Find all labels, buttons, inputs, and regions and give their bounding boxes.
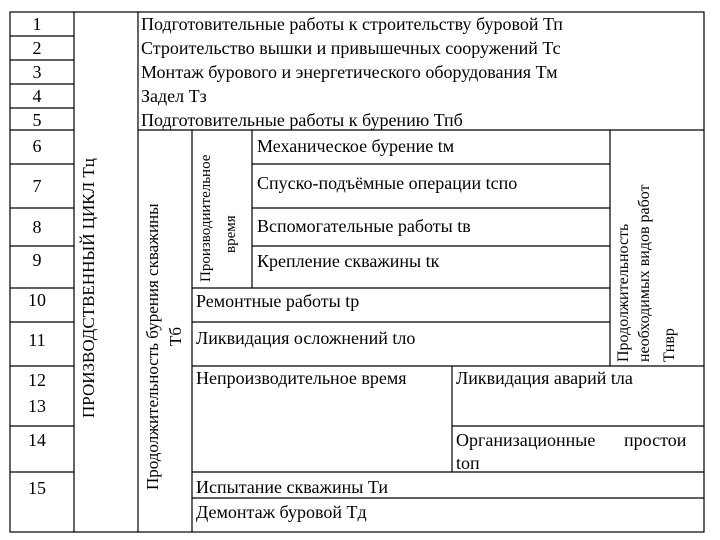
row-10-text: Ремонтные работы tр (196, 291, 360, 311)
production-cycle-label: ПРОИЗВОДСТВЕННЫЙ ЦИКЛ Тц (79, 158, 98, 418)
row-3-text: Монтаж бурового и энергетического оборудования Тм (141, 62, 558, 82)
row-14-text-c: tоп (456, 453, 480, 473)
row-number-13: 13 (28, 396, 46, 416)
productive-time-label: Производиительное (198, 154, 214, 282)
row-8-text: Вспомогательные работы tв (257, 216, 471, 236)
row-4-text: Задел Тз (141, 86, 207, 106)
row-15-text-a: Испытание скважины Ти (196, 477, 389, 497)
row-number-9: 9 (32, 250, 42, 270)
row-7-text: Спуско-подъёмные операции tспо (257, 173, 518, 193)
row-number-14: 14 (28, 430, 46, 450)
row-9-text: Крепление скважины tк (257, 251, 440, 271)
row-number-10: 10 (28, 290, 46, 310)
row-15-text-b: Демонтаж буровой Тд (196, 502, 367, 522)
row-1-text: Подготовительные работы к строительству буровой Тп (141, 14, 563, 34)
productive-time-label-2: время (223, 215, 239, 253)
row-number-2: 2 (32, 38, 42, 58)
row-number-1: 1 (32, 14, 42, 34)
row-number-3: 3 (32, 62, 42, 82)
row-number-15: 15 (28, 478, 46, 498)
row-number-11: 11 (28, 330, 46, 350)
row-number-5: 5 (32, 110, 42, 130)
row-14-text-b: простои (624, 430, 687, 450)
necessary-works-label: Продолжительность (615, 223, 632, 362)
row-14-text-a: Организационные (456, 430, 596, 450)
row-number-12: 12 (28, 370, 46, 390)
drilling-duration-label: Продолжительность бурения скважины (143, 203, 162, 490)
row-5-text: Подготовительные работы к бурению Тпб (141, 110, 463, 130)
necessary-works-symbol: Тнвр (661, 328, 678, 362)
drilling-duration-symbol: Тб (166, 326, 185, 346)
row-number-8: 8 (32, 217, 42, 237)
row-number-6: 6 (32, 136, 42, 156)
row-12-text: Непроизводительное время (196, 368, 407, 388)
row-number-4: 4 (32, 86, 42, 106)
row-6-text: Механическое бурение tм (257, 136, 455, 156)
row-12b-text: Ликвидация аварий tла (456, 368, 633, 388)
row-2-text: Строительство вышки и привышечных сооружений Тс (141, 38, 561, 58)
row-number-7: 7 (32, 176, 42, 196)
necessary-works-label-2: необходимых видов работ (636, 184, 653, 362)
row-11-text: Ликвидация осложнений tло (196, 328, 416, 348)
